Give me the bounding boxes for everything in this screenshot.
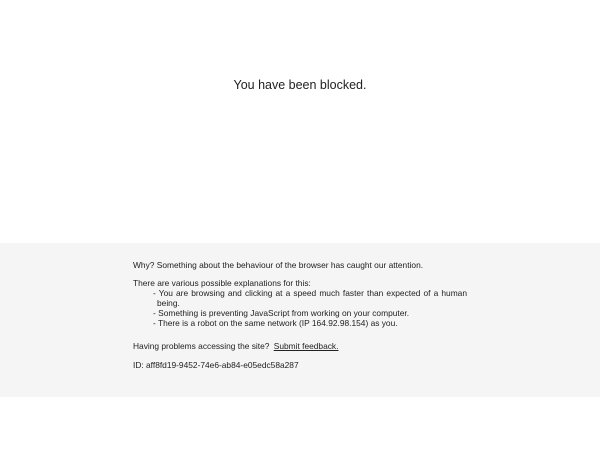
- explanation-item: - You are browsing and clicking at a speed much faster than expected of a human being.: [153, 288, 467, 308]
- request-id: ID: aff8fd19-9452-74e6-ab84-e05edc58a287: [133, 360, 299, 370]
- problems-line: [133, 341, 467, 351]
- info-content: [133, 260, 467, 370]
- explanation-item: - There is a robot on the same network (IP 164.92.98.154) as you.: [153, 318, 398, 328]
- submit-feedback-link[interactable]: Submit feedback.: [273, 341, 339, 351]
- explanations-list: [133, 288, 467, 328]
- why-text: Why? Something about the behaviour of the browser has caught our attention.: [133, 260, 424, 270]
- blocked-headline: You have been blocked.: [233, 78, 367, 92]
- explanation-item: - Something is preventing JavaScript from working on your computer.: [153, 308, 410, 318]
- info-panel: [0, 243, 600, 397]
- explanations-title: There are various possible explanations for this:: [133, 278, 311, 288]
- problems-text: Having problems accessing the site?: [133, 341, 270, 351]
